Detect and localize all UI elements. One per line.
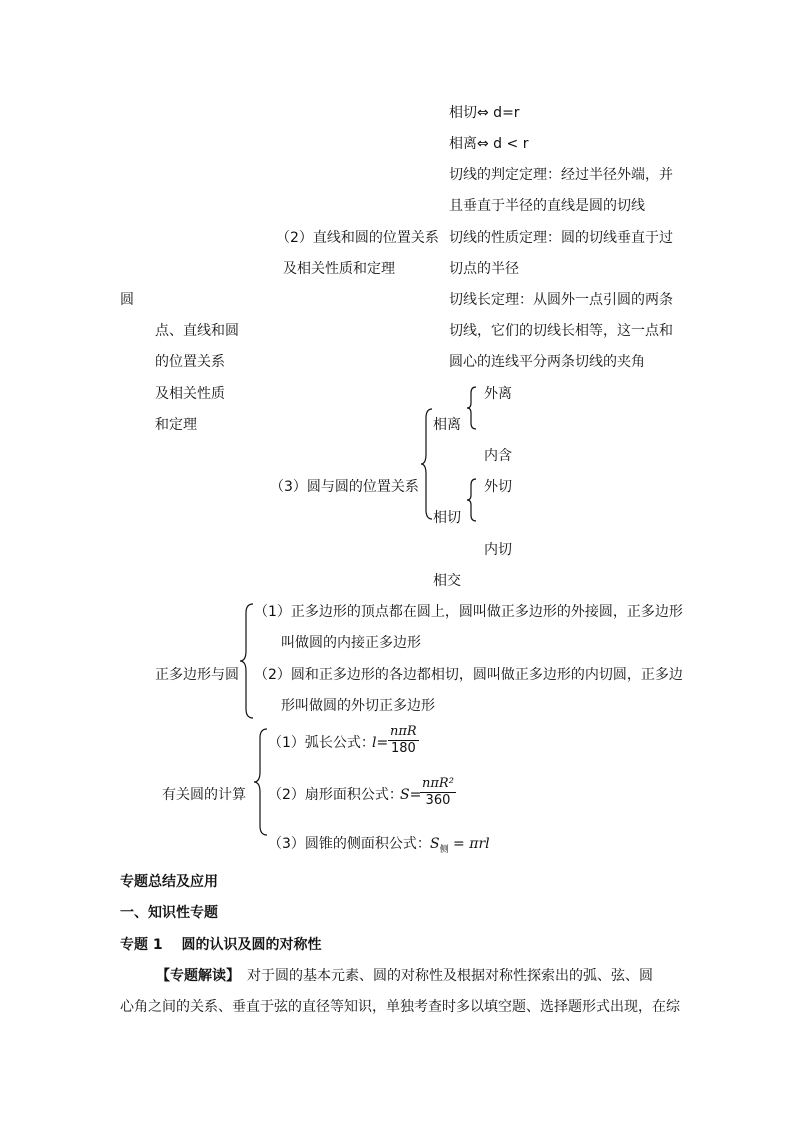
separate-condition: 相离⇔ d < r [449,136,529,152]
sector-area-var: S= [400,787,422,803]
tangent-condition: 相切⇔ d=r [449,105,520,121]
tangent-property-line-1: 切线的性质定理：圆的切线垂直于过 [449,230,673,246]
label-intersect: 相交 [433,573,461,589]
tangent-property-line-2: 切点的半径 [449,261,519,277]
polygon-label: 正多边形与圆 [155,667,239,683]
summary-paragraph-tag: 【专题解读】 [156,968,233,984]
summary-section: 一、知识性专题 [120,905,218,921]
arc-length-denominator: 180 [388,740,419,757]
polygon-item-2-line-1: （2）圆和正多边形的各边都相切，圆叫做正多边形的内切圆，正多边 [254,667,683,683]
tangent-test-line-2: 且垂直于半径的直线是圆的切线 [449,198,645,214]
sector-area-label: （2）扇形面积公式： [268,787,403,803]
line-circle-heading-2: 及相关性质和定理 [283,261,395,277]
sector-area-denominator: 360 [420,792,456,809]
cone-area-subscript: 侧 [439,844,449,855]
sector-area-numerator: nπR² [422,776,454,791]
label-external: 外离 [484,386,512,402]
left-label-line-4: 和定理 [155,417,197,433]
summary-paragraph-line-1 [120,967,653,985]
sector-area-fraction [420,776,456,809]
touch-brace [466,478,478,522]
calc-label: 有关圆的计算 [162,787,246,803]
cone-area-label: （3）圆锥的侧面积公式： [268,836,431,852]
cone-area-symbol: S [430,836,440,852]
polygon-item-1-line-1: （1）正多边形的顶点都在圆上，圆叫做正多边形的外接圆，正多边形 [254,604,683,620]
circle-circle-heading: （3）圆与圆的位置关系 [270,479,419,495]
arc-length-numerator: nπR [390,724,417,739]
left-label-circle: 圆 [120,292,134,308]
arc-length-var: l= [372,735,389,751]
label-ext-touch: 外切 [484,479,512,495]
cone-area-formula [430,835,490,859]
tangent-length-line-2: 切线，它们的切线长相等，这一点和 [449,323,673,339]
label-contain: 内含 [484,448,512,464]
polygon-item-1-line-2: 叫做圆的内接正多边形 [281,635,421,651]
calc-brace [253,728,269,836]
cone-area-rhs: = πrl [448,836,490,852]
tangent-length-line-1: 切线长定理：从圆外一点引圆的两条 [449,292,673,308]
tangent-length-line-3: 圆心的连线平分两条切线的夹角 [449,354,645,370]
tangent-test-line-1: 切线的判定定理：经过半径外端，并 [449,167,673,183]
label-touch: 相切 [433,510,461,526]
left-label-line-2: 的位置关系 [155,354,225,370]
circles-brace [420,408,434,520]
left-label-line-3: 及相关性质 [155,386,225,402]
polygon-brace [239,603,255,719]
label-int-touch: 内切 [484,542,512,558]
summary-topic: 专题 1 圆的认识及圆的对称性 [120,937,322,953]
arc-length-fraction [388,724,419,757]
summary-title: 专题总结及应用 [120,874,218,890]
arc-length-label: （1）弧长公式： [268,735,375,751]
left-label-line-1: 点、直线和圆 [155,323,239,339]
apart-brace [466,386,478,430]
summary-paragraph-line-2: 心角之间的关系、垂直于弦的直径等知识，单独考查时多以填空题、选择题形式出现，在综 [120,999,680,1015]
polygon-item-2-line-2: 形叫做圆的外切正多边形 [281,698,435,714]
line-circle-heading-1: （2）直线和圆的位置关系 [276,230,439,246]
summary-paragraph-text-1: 对于圆的基本元素、圆的对称性及根据对称性探索出的弧、弦、圆 [233,968,653,984]
label-apart: 相离 [433,417,461,433]
